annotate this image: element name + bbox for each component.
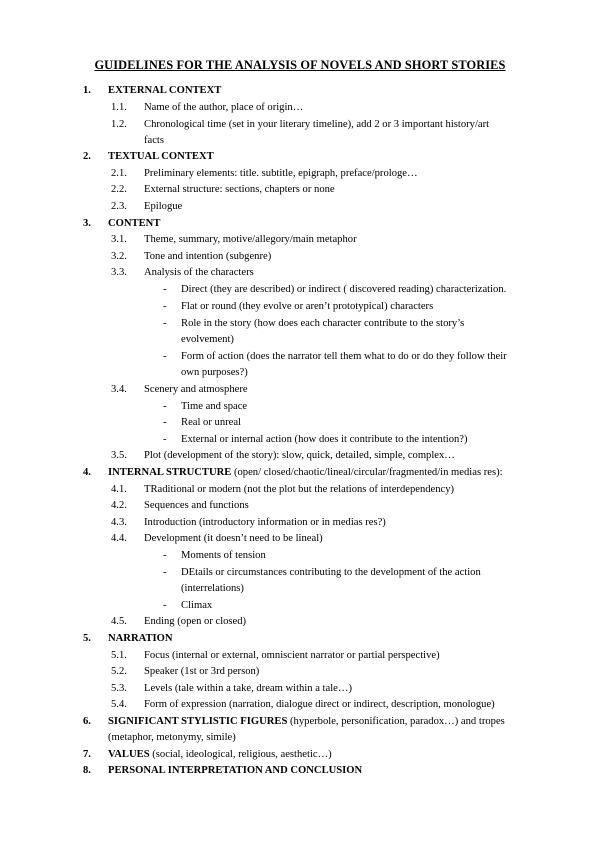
section-4-heading: INTERNAL STRUCTURE (open/ closed/chaotic/lineal/circular/fragmented/in medias res): [108, 467, 503, 478]
item-1-1-text: Name of the author, place of origin… [144, 102, 304, 113]
section-1-number: 1. [83, 85, 91, 96]
section-7-number: 7. [83, 749, 91, 760]
item-4-2-text: Sequences and functions [144, 500, 249, 511]
item-5-2-number: 5.2. [111, 666, 127, 677]
bullet-dash: - [163, 401, 167, 412]
bullet-dash: - [163, 567, 167, 578]
item-5-3-number: 5.3. [111, 683, 127, 694]
bullet-dash: - [163, 600, 167, 611]
item-3-5-text: Plot (development of the story): slow, quick, detailed, simple, complex… [144, 450, 455, 461]
item-5-1-number: 5.1. [111, 650, 127, 661]
bullet-dash: - [163, 550, 167, 561]
item-1-2-number: 1.2. [111, 119, 127, 130]
bullet-3-4-2: Real or unreal [181, 417, 242, 428]
item-3-1-number: 3.1. [111, 234, 127, 245]
bullet-4-4-2-continuation: (interrelations) [181, 583, 244, 594]
bullet-3-3-3-continuation: evolvement) [181, 334, 234, 345]
section-6-number: 6. [83, 716, 91, 727]
item-5-2-text: Speaker (1st or 3rd person) [144, 666, 260, 677]
item-3-5-number: 3.5. [111, 450, 127, 461]
item-3-1-text: Theme, summary, motive/allegory/main metaphor [144, 234, 357, 245]
bullet-4-4-2: DEtails or circumstances contributing to the development of the action [181, 567, 481, 578]
bullet-4-4-3: Climax [181, 600, 213, 611]
item-3-4-text: Scenery and atmosphere [144, 384, 248, 395]
item-5-3-text: Levels (tale within a take, dream within a tale…) [144, 683, 352, 694]
item-4-5-text: Ending (open or closed) [144, 616, 247, 627]
bullet-3-3-2: Flat or round (they evolve or aren’t prototypical) characters [181, 301, 434, 312]
item-3-3-text: Analysis of the characters [144, 267, 254, 278]
section-6-continuation: (metaphor, metonymy, simile) [108, 732, 236, 743]
item-2-1-text: Preliminary elements: title. subtitle, epigraph, preface/prologe… [144, 168, 418, 179]
bullet-dash: - [163, 301, 167, 312]
section-6-heading: SIGNIFICANT STYLISTIC FIGURES (hyperbole, personification, paradox…) and tropes [108, 716, 505, 727]
item-4-5-number: 4.5. [111, 616, 127, 627]
section-1-heading: EXTERNAL CONTEXT [108, 85, 222, 96]
section-2-heading: TEXTUAL CONTEXT [108, 151, 214, 162]
item-3-2-text: Tone and intention (subgenre) [144, 251, 272, 262]
item-5-1-text: Focus (internal or external, omniscient narrator or partial perspective) [144, 650, 440, 661]
item-4-3-text: Introduction (introductory information or in medias res?) [144, 517, 386, 528]
item-2-1-number: 2.1. [111, 168, 127, 179]
item-2-3-text: Epilogue [144, 201, 183, 212]
item-2-3-number: 2.3. [111, 201, 127, 212]
item-1-1-number: 1.1. [111, 102, 127, 113]
item-5-4-text: Form of expression (narration, dialogue direct or indirect, description, monologue) [144, 699, 495, 710]
section-7-heading: VALUES (social, ideological, religious, aesthetic…) [108, 749, 332, 760]
section-3-heading: CONTENT [108, 218, 161, 229]
bullet-3-4-1: Time and space [181, 401, 248, 412]
item-4-4-number: 4.4. [111, 533, 127, 544]
section-5-number: 5. [83, 633, 91, 644]
section-5-heading: NARRATION [108, 633, 173, 644]
bullet-dash: - [163, 417, 167, 428]
item-1-2-text: Chronological time (set in your literary timeline), add 2 or 3 important history/art [144, 119, 490, 130]
item-3-3-number: 3.3. [111, 267, 127, 278]
item-4-4-text: Development (it doesn’t need to be lineal) [144, 533, 323, 544]
bullet-3-3-4-continuation: own purposes?) [181, 367, 248, 378]
bullet-dash: - [163, 434, 167, 445]
bullet-4-4-1: Moments of tension [181, 550, 266, 561]
item-4-3-number: 4.3. [111, 517, 127, 528]
bullet-dash: - [163, 284, 167, 295]
item-4-1-number: 4.1. [111, 484, 127, 495]
bullet-3-3-3: Role in the story (how does each character contribute to the story’s [181, 318, 465, 329]
item-2-2-number: 2.2. [111, 184, 127, 195]
item-5-4-number: 5.4. [111, 699, 127, 710]
bullet-3-4-3: External or internal action (how does it contribute to the intention?) [181, 434, 468, 445]
bullet-dash: - [163, 351, 167, 362]
section-2-number: 2. [83, 151, 91, 162]
item-3-4-number: 3.4. [111, 384, 127, 395]
bullet-dash: - [163, 318, 167, 329]
item-4-1-text: TRaditional or modern (not the plot but the relations of interdependency) [144, 484, 455, 495]
item-2-2-text: External structure: sections, chapters or none [144, 184, 335, 195]
section-8-number: 8. [83, 765, 91, 776]
document-title: GUIDELINES FOR THE ANALYSIS OF NOVELS AND SHORT STORIES [94, 58, 506, 72]
section-3-number: 3. [83, 218, 91, 229]
bullet-3-3-1: Direct (they are described) or indirect ( discovered reading) characterization. [181, 284, 507, 295]
section-4-number: 4. [83, 467, 91, 478]
item-4-2-number: 4.2. [111, 500, 127, 511]
item-3-2-number: 3.2. [111, 251, 127, 262]
item-1-2-continuation: facts [144, 135, 164, 146]
section-8-heading: PERSONAL INTERPRETATION AND CONCLUSION [108, 765, 363, 776]
bullet-3-3-4: Form of action (does the narrator tell them what to do or do they follow their [181, 351, 507, 362]
